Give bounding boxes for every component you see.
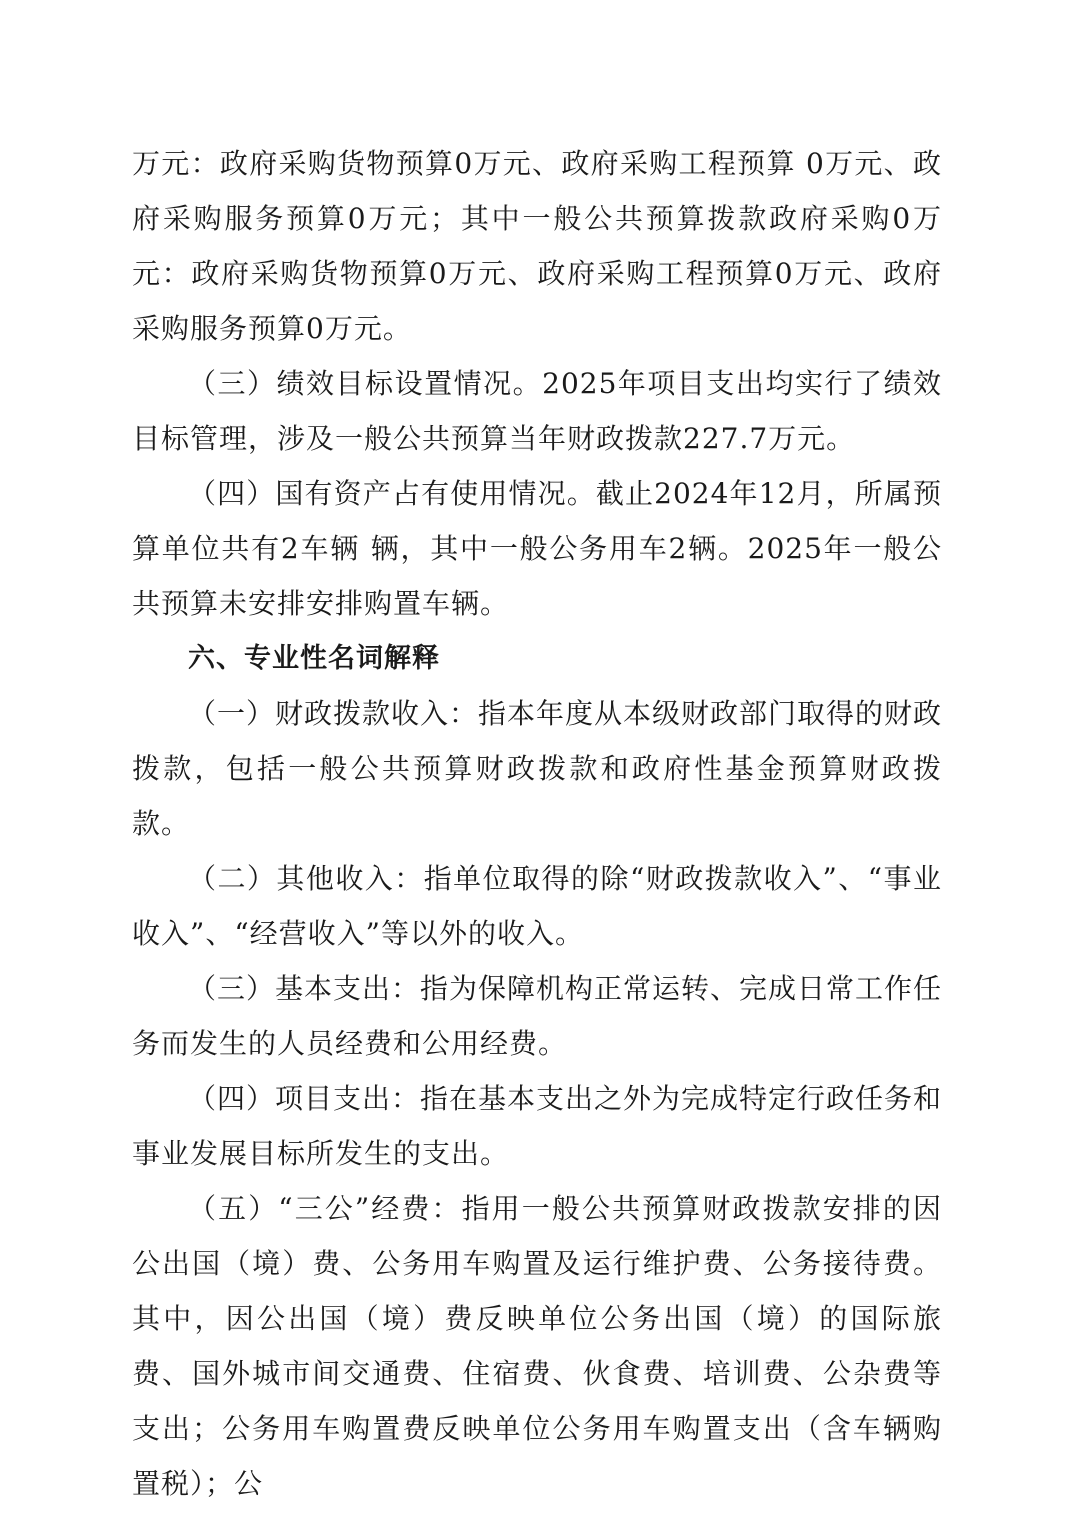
paragraph-state-assets: （四）国有资产占有使用情况。截止2024年12月，所属预算单位共有2车辆 辆，其中一般公务用车2辆。2025年一般公共预算未安排安排购置车辆。 xyxy=(132,477,942,620)
definition-fiscal-revenue: （一）财政拨款收入：指本年度从本级财政部门取得的财政拨款，包括一般公共预算财政拨款和政府性基金预算财政拨款。 xyxy=(132,697,943,840)
definition-three-public: （五）“三公”经费：指用一般公共预算财政拨款安排的因公出国（境）费、公务用车购置及运行维护费、公务接待费。其中，因公出国（境）费反映单位公务出国（境）的国际旅费、国外城市间交通费、住宿费、伙食费、培训费、公杂费等支出；公务用车购置费反映单位公务用车购置支出（含车辆购置税）；公 xyxy=(132,1192,942,1500)
section-heading-terms: 六、专业性名词解释 xyxy=(188,643,440,674)
paragraph-performance-targets: （三）绩效目标设置情况。2025年项目支出均实行了绩效目标管理，涉及一般公共预算当年财政拨款227.7万元。 xyxy=(132,367,942,455)
definition-other-revenue: （二）其他收入：指单位取得的除“财政拨款收入”、“事业收入”、“经营收入”等以外的收入。 xyxy=(132,862,942,950)
paragraph-procurement-continued: 万元：政府采购货物预算0万元、政府采购工程预算 0万元、政府采购服务预算0万元；其中一般公共预算拨款政府采购0万元：政府采购货物预算0万元、政府采购工程预算0万元、政府采购服务预算0万元。 xyxy=(132,147,942,345)
document-body xyxy=(132,136,942,1511)
definition-project-expenditure: （四）项目支出：指在基本支出之外为完成特定行政任务和事业发展目标所发生的支出。 xyxy=(132,1082,943,1170)
definition-basic-expenditure: （三）基本支出：指为保障机构正常运转、完成日常工作任务而发生的人员经费和公用经费。 xyxy=(132,972,943,1060)
